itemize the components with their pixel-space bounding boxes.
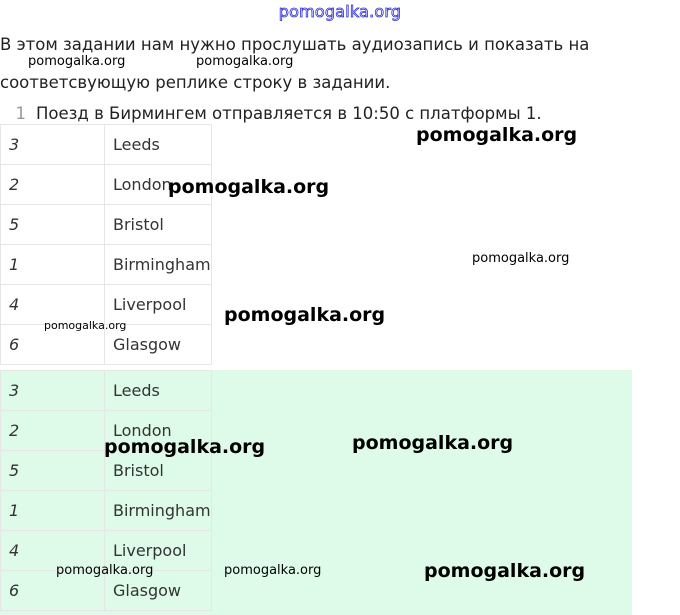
watermark: pomogalka.org — [416, 124, 578, 146]
table-row — [1, 205, 212, 245]
task-item — [0, 104, 542, 123]
row-number: 5 — [1, 205, 105, 245]
site-header-link[interactable]: pomogalka.org — [278, 2, 402, 21]
row-number: 2 — [1, 165, 105, 205]
intro-line-2: соответсвующую реплике строку в задании. — [0, 73, 391, 92]
watermark: pomogalka.org — [224, 304, 386, 326]
row-number: 4 — [1, 531, 105, 571]
table-row — [1, 245, 212, 285]
watermark: pomogalka.org — [472, 251, 570, 266]
row-city: Leeds — [105, 371, 212, 411]
row-city: London — [105, 165, 212, 205]
watermark: pomogalka.org — [352, 432, 514, 454]
row-city: Birmingham — [105, 491, 212, 531]
row-city: Birmingham — [105, 245, 212, 285]
row-city: Glasgow — [105, 571, 212, 611]
watermark: pomogalka.org — [168, 176, 330, 198]
watermark: pomogalka.org — [56, 563, 154, 578]
watermark: pomogalka.org — [104, 436, 266, 458]
table-row — [1, 491, 212, 531]
watermark: pomogalka.org — [44, 319, 127, 332]
row-city: Bristol — [105, 451, 212, 491]
row-number: 5 — [1, 451, 105, 491]
watermark: pomogalka.org — [28, 54, 126, 69]
row-number: 3 — [1, 125, 105, 165]
row-city: Liverpool — [105, 531, 212, 571]
table-row — [1, 125, 212, 165]
task-text: Поезд в Бирмингем отправляется в 10:50 с платформы 1. — [36, 104, 542, 123]
row-city: Bristol — [105, 205, 212, 245]
row-number: 1 — [1, 245, 105, 285]
task-number: 1 — [15, 104, 26, 123]
watermark: pomogalka.org — [224, 563, 322, 578]
row-city: Glasgow — [105, 325, 212, 365]
row-city: London — [105, 411, 212, 451]
watermark: pomogalka.org — [424, 560, 586, 582]
watermark: pomogalka.org — [196, 54, 294, 69]
row-city: Liverpool — [105, 285, 212, 325]
row-number: 3 — [1, 371, 105, 411]
table-row — [1, 371, 212, 411]
intro-line-1: В этом задании нам нужно прослушать аудиозапись и показать на — [0, 35, 590, 54]
row-number: 1 — [1, 491, 105, 531]
row-number: 2 — [1, 411, 105, 451]
row-number: 4 — [1, 285, 105, 325]
row-number: 6 — [1, 325, 105, 365]
row-number: 6 — [1, 571, 105, 611]
row-city: Leeds — [105, 125, 212, 165]
